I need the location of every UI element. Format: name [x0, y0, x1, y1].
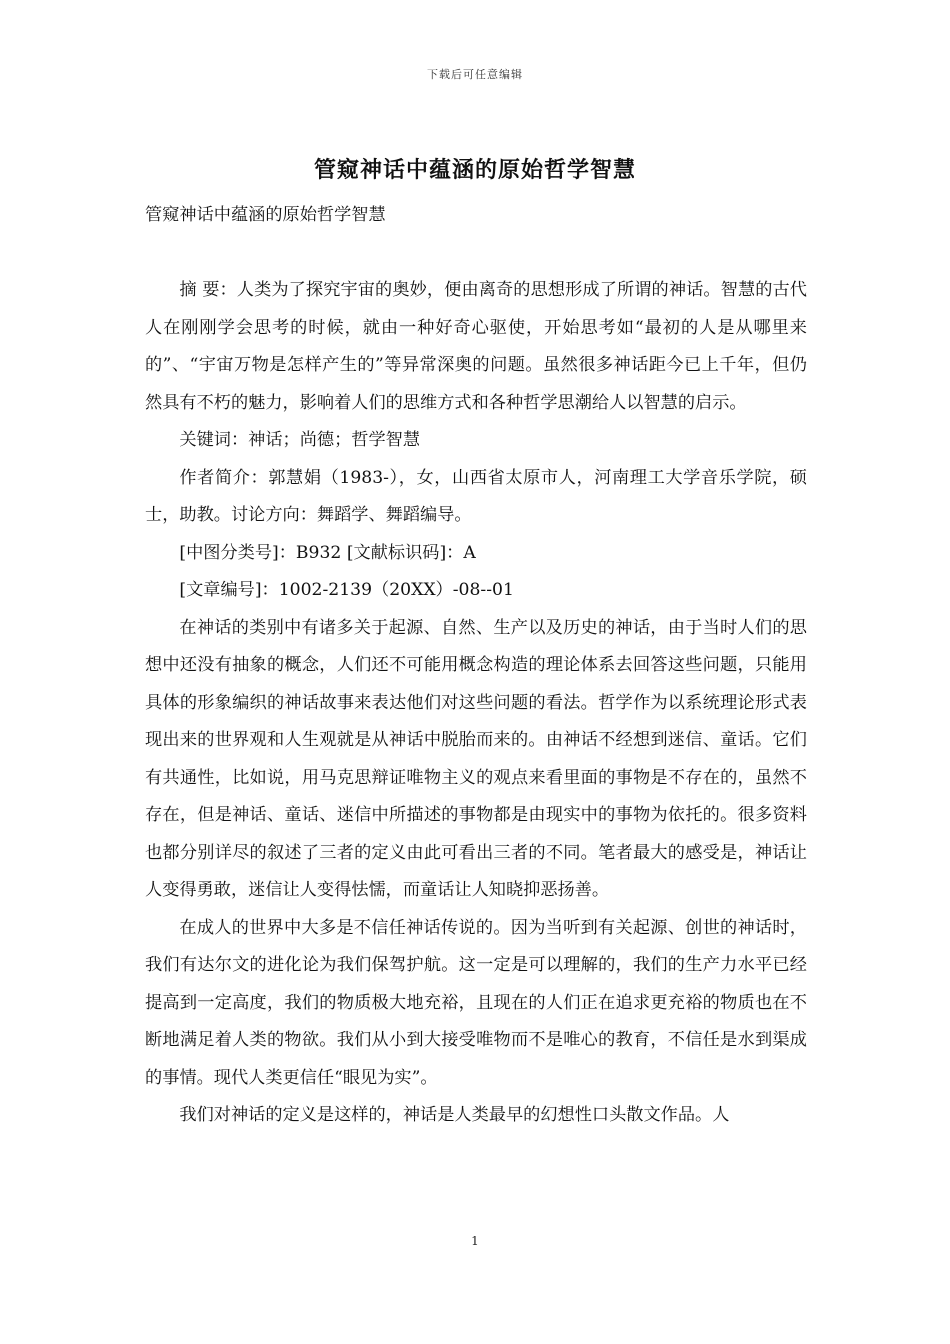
body-paragraph-3: 我们对神话的定义是这样的，神话是人类最早的幻想性口头散文作品。人: [179, 1105, 730, 1125]
subtitle: 管窥神话中蕴涵的原始哲学智慧: [145, 205, 386, 225]
page-title: 管窥神话中蕴涵的原始哲学智慧: [313, 157, 636, 183]
keywords-line: 关键词：神话；尚德；哲学智慧: [179, 430, 421, 450]
article-number-line: [文章编号]：1002-2139（20XX）-08--01: [179, 580, 514, 600]
header-note: 下载后可任意编辑: [427, 68, 523, 81]
body-paragraph-2: 在成人的世界中大多是不信任神话传说的。因为当听到有关起源、创世的神话时，我们有达尔文的进化论为我们保驾护航。这一定是可以理解的，我们的生产力水平已经提高到一定高度，我们的物质极大地充裕，且现在的人们正在追求更充裕的物质也在不断地满足着人类的物欲。我们从小到大接受唯物而不是唯心的教育，不信任是水到渠成的事情。现代人类更信任“眼见为实”。: [145, 917, 807, 1088]
author-paragraph: 作者简介：郭慧娟（1983-），女，山西省太原市人，河南理工大学音乐学院，硕士，助教。讨论方向：舞蹈学、舞蹈编导。: [145, 467, 807, 525]
classification-line: [中图分类号]：B932 [文献标识码]：A: [179, 542, 476, 563]
body-paragraph-1: 在神话的类别中有诸多关于起源、自然、生产以及历史的神话，由于当时人们的思想中还没有抽象的概念，人们还不可能用概念构造的理论体系去回答这些问题，只能用具体的形象编织的神话故事来表达他们对这些问题的看法。哲学作为以系统理论形式表现出来的世界观和人生观就是从神话中脱胎而来的。由神话不经想到迷信、童话。它们有共通性，比如说，用马克思辩证唯物主义的观点来看里面的事物是不存在的，虽然不存在，但是神话、童话、迷信中所描述的事物都是由现实中的事物为依托的。很多资料也都分别详尽的叙述了三者的定义由此可看出三者的不同。笔者最大的感受是，神话让人变得勇敢，迷信让人变得怯懦，而童话让人知晓抑恶扬善。: [145, 617, 807, 900]
abstract-paragraph: 摘 要：人类为了探究宇宙的奥妙，便由离奇的思想形成了所谓的神话。智慧的古代人在刚刚学会思考的时候，就由一种好奇心驱使，开始思考如“最初的人是从哪里来的”、“宇宙万物是怎样产生的”等异常深奥的问题。虽然很多神话距今已上千年，但仍然具有不朽的魅力，影响着人们的思维方式和各种哲学思潮给人以智慧的启示。: [145, 280, 807, 413]
body-text: [145, 197, 807, 1135]
page-number: 1: [471, 1234, 479, 1248]
